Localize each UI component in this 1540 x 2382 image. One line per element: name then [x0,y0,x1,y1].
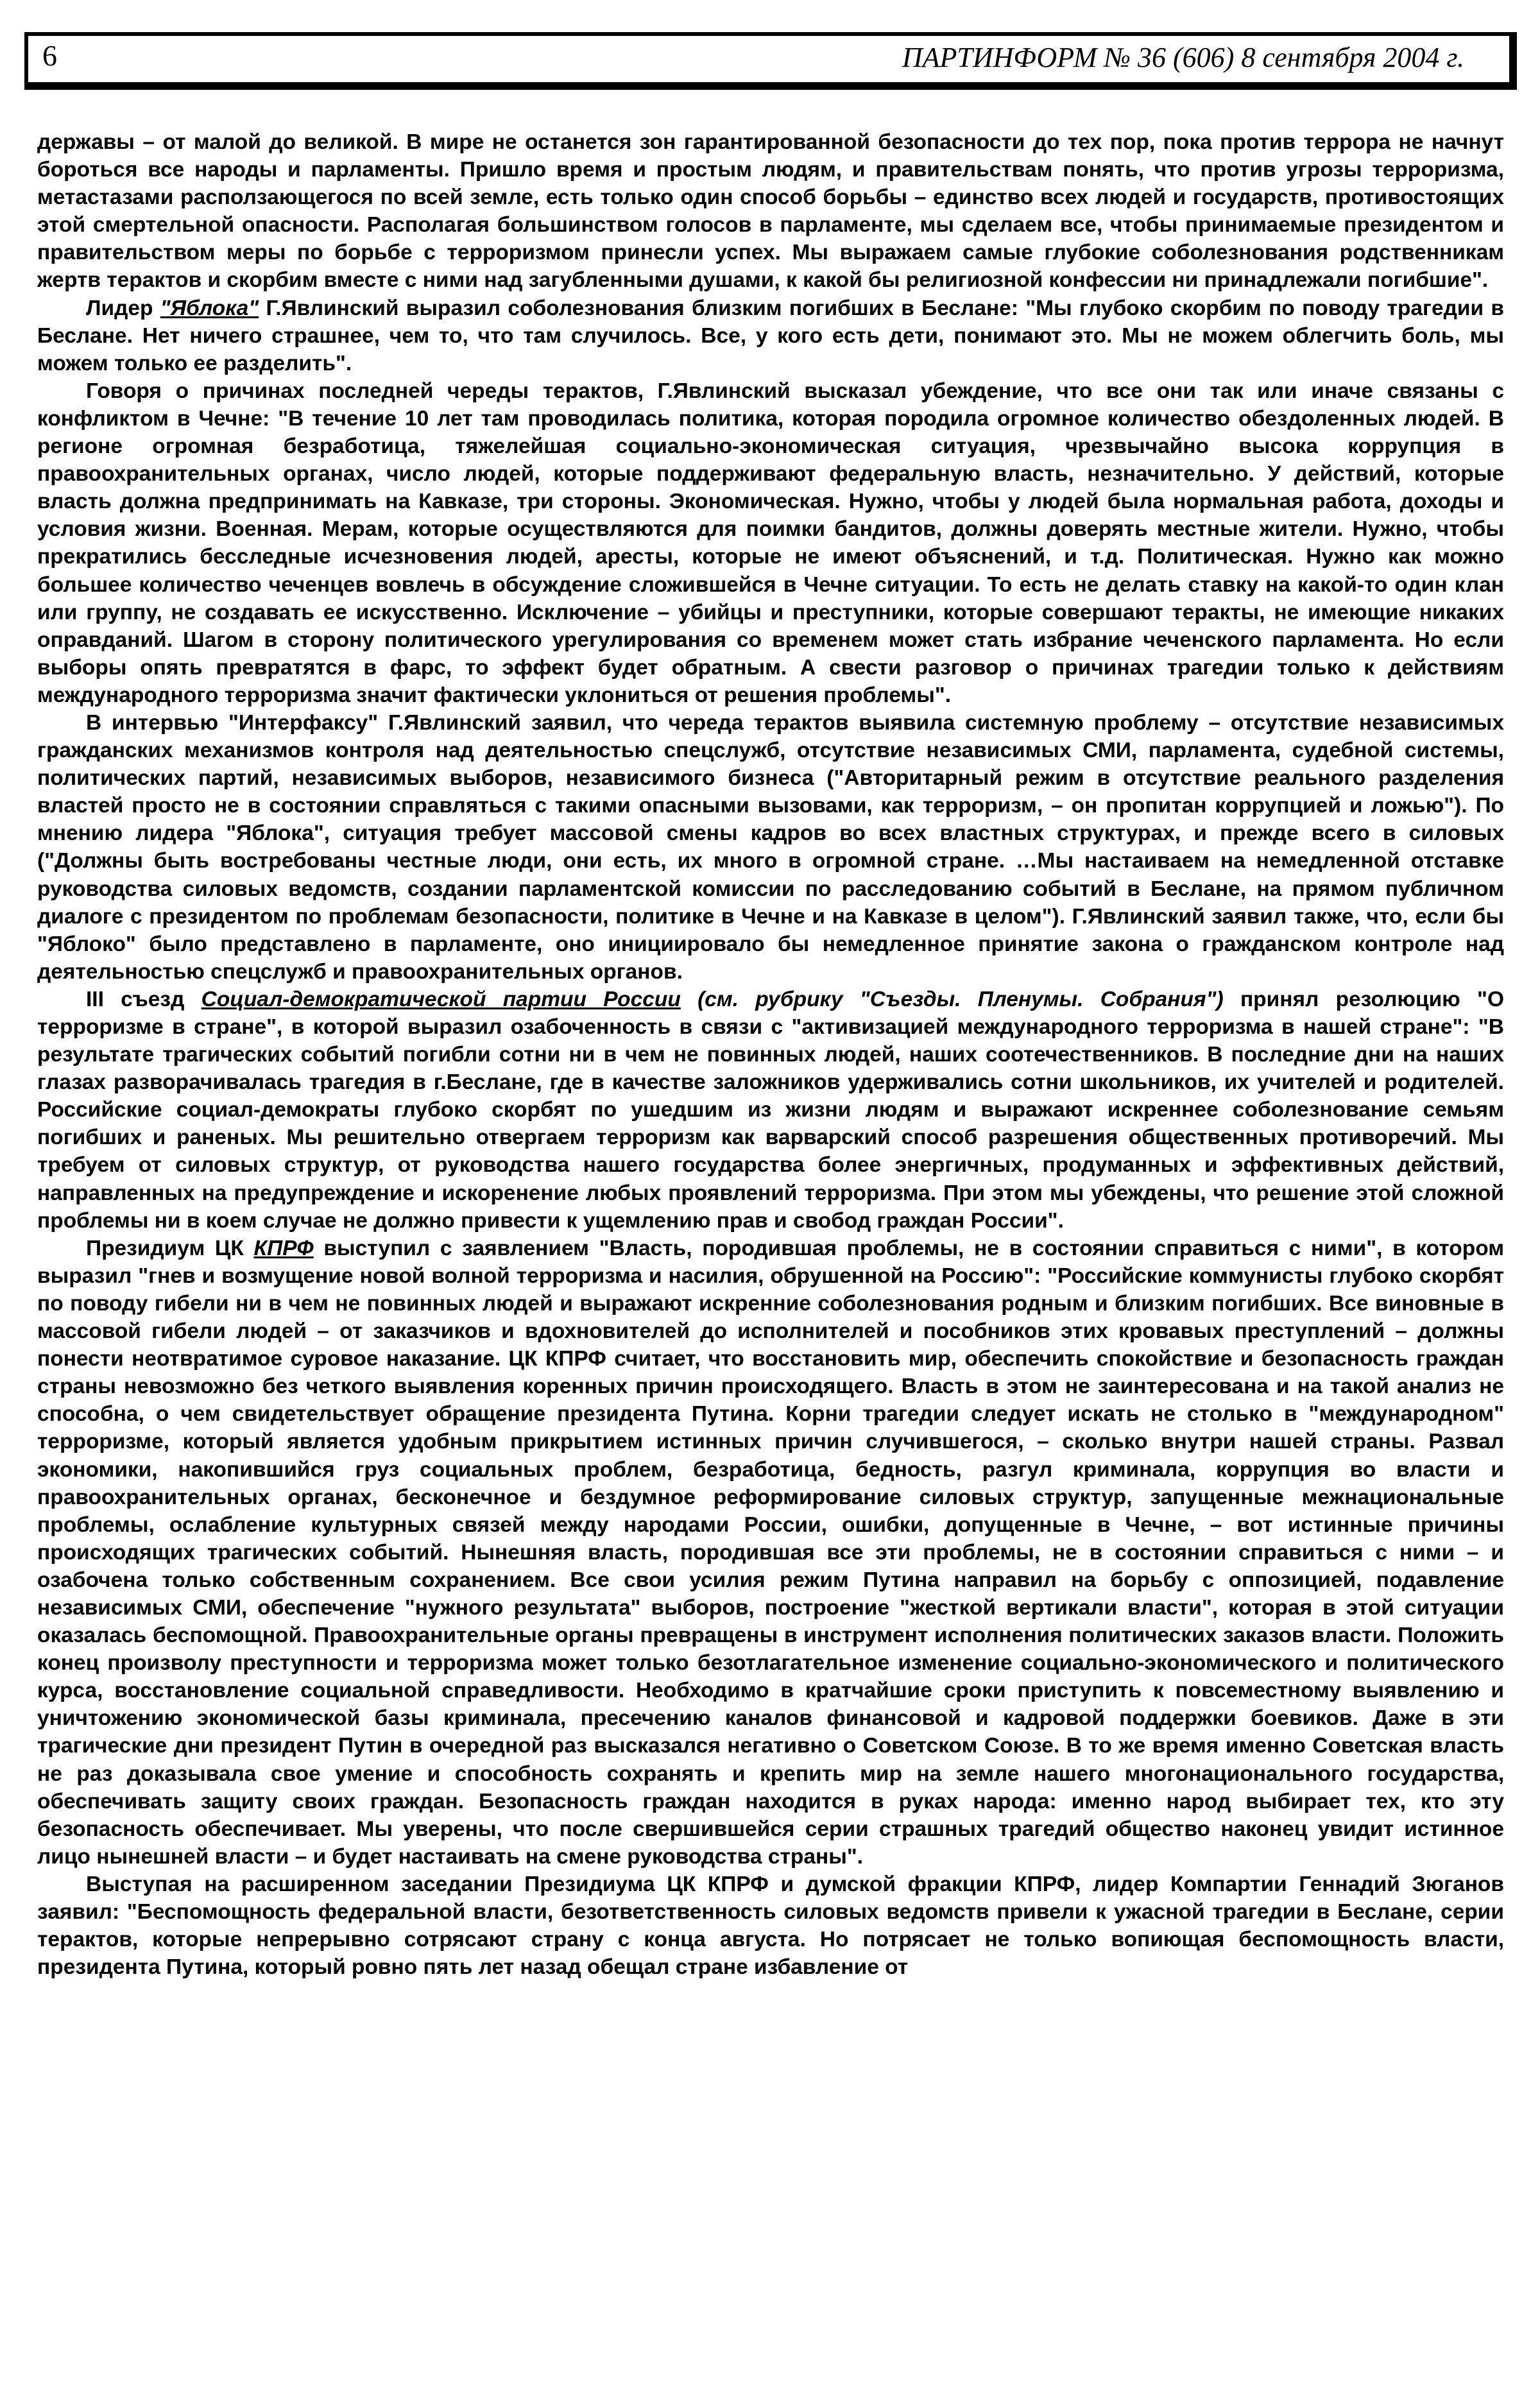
paragraph-4: В интервью "Интерфаксу" Г.Явлинский заявил, что череда терактов выявила системную проблему – отсутствие независимых гражданских механизмов контроля над деятельностью спецслужб, отсутствие независимых СМИ, парламента, судебной системы, политических партий, независимых выборов, независимого бизнеса ("Авторитарный режим в отсутствие реального разделения властей просто не в состоянии справляться с такими опасными вызовами, как терроризм, – он пропитан коррупцией и ложью"). По мнению лидера "Яблока", ситуация требует массовой смены кадров во всех властных структурах, и прежде всего в силовых ("Должны быть востребованы честные люди, они есть, их много в огромной стране. …Мы настаиваем на немедленной отставке руководства силовых ведомств, создании парламентской комиссии по расследованию событий в Беслане, на прямом публичном диалоге с президентом по проблемам безопасности, политике в Чечне и на Кавказе в целом"). Г.Явлинский заявил также, что, если бы "Яблоко" было представлено в парламенте, оно инициировало бы немедленное принятие закона о гражданском контроле над деятельностью спецслужб и правоохранительных органов. [37,710,1504,984]
party-link-yabloko[interactable]: "Яблока" [160,296,259,320]
paragraph-5 [37,986,1504,1235]
paragraph-2 [37,295,1504,377]
article-body [37,128,1504,1981]
paragraph-6 [37,1235,1504,1871]
paragraph-2-text: Г.Явлинский выразил соболезнования близким погибших в Беслане: "Мы глубоко скорбим по поводу трагедии в Беслане. Нет ничего страшнее, чем то, что там случилось. Все, у кого есть дети, понимают это. Мы не можем облегчить боль, мы можем только ее разделить". [37,296,1504,375]
paragraph-5-text: принял резолюцию "О терроризме в стране", в которой выразил озабоченность в связи с "активизацией международного терроризма в нашей стране": "В результате трагических событий погибли сотни ни в чем не повинных людей, наших соотечественников. В последние дни на наших глазах разворачивалась трагедия в г.Беслане, где в качестве заложников удерживались сотни школьников, их учителей и родителей. Российские социал-демократы глубоко скорбят по ушедшим из жизни людям и выражают искреннее соболезнование семьям погибших и раненых. Мы решительно отвергаем терроризм как варварский способ разрешения общественных противоречий. Мы требуем от силовых структур, от руководства нашего государства более энергичных, продуманных и эффективных действий, направленных на предупреждение и искоренение любых проявлений терроризма. При этом мы убеждены, что решение этой сложной проблемы ни в коем случае не должно привести к ущемлению прав и свобод граждан России". [37,987,1505,1233]
party-link-kprf[interactable]: КПРФ [253,1236,314,1260]
paragraph-3: Говоря о причинах последней череды терактов, Г.Явлинский высказал убеждение, что все они так или иначе связаны с конфликтом в Чечне: "В течение 10 лет там проводилась политика, которая породила огромное количество обездоленных людей. В регионе огромная безработица, тяжелейшая социально-экономическая ситуация, чрезвычайно высока коррупция в правоохранительных органах, число людей, которые поддерживают федеральную власть, незначительно. У действий, которые власть должна предпринимать на Кавказе, три стороны. Экономическая. Нужно, чтобы у людей была нормальная работа, доходы и условия жизни. Военная. Мерам, которые осуществляются для поимки бандитов, должны доверять местные жители. Нужно, чтобы прекратились бесследные исчезновения людей, аресты, которые не имеют объяснений, и т.д. Политическая. Нужно как можно большее количество чеченцев вовлечь в обсуждение сложившейся в Чечне ситуации. То есть не делать ставку на какой-то один клан или группу, не создавать ее искусственно. Исключение – убийцы и преступники, которые совершают теракты, не имеющие никаких оправданий. Шагом в сторону политического урегулирования со временем может стать избрание чеченского парламента. Но если выборы опять превратятся в фарс, то эффект будет обратным. А свести разговор о причинах трагедии только к действиям международного терроризма значит фактически уклониться от решения проблемы". [37,379,1504,707]
paragraph-1: державы – от малой до великой. В мире не останется зон гарантированной безопасности до тех пор, пока против террора не начнут бороться все народы и парламенты. Пришло время и простым людям, и правительствам понять, что против угрозы терроризма, метастазами расползающегося по всей земле, есть только один способ борьбы – единство всех людей и государств, противостоящих этой смертельной опасности. Располагая большинством голосов в парламенте, мы сделаем все, чтобы принимаемые президентом и правительством меры по борьбе с терроризмом принесли успех. Мы выражаем самые глубокие соболезнования родственникам жертв терактов и скорбим вместе с ними над загубленными душами, к какой бы религиозной конфессии ни принадлежали погибшие". [37,130,1504,293]
party-link-sdpr[interactable]: Социал-демократической партии России [201,987,681,1011]
rubric-reference: (см. рубрику "Съезды. Пленумы. Собрания") [680,987,1224,1011]
masthead-title: ПАРТИНФОРМ № 36 (606) 8 сентября 2004 г. [902,42,1464,73]
paragraph-7: Выступая на расширенном заседании Президиума ЦК КПРФ и думской фракции КПРФ, лидер Компартии Геннадий Зюганов заявил: "Беспомощность федеральной власти, безответственность силовых ведомств привели к ужасной трагедии в Беслане, серии терактов, которые непрерывно сотрясают страну с конца августа. Но потрясает не только вопиющая беспомощность власти, президента Путина, который ровно пять лет назад обещал стране избавление от [37,1872,1504,1980]
page-header [24,32,1517,90]
paragraph-2-lead: Лидер [86,296,160,320]
paragraph-5-lead: III съезд [86,987,201,1011]
paragraph-6-lead: Президиум ЦК [86,1236,254,1260]
paragraph-6-text: выступил с заявлением "Власть, породившая проблемы, не в состоянии справиться с ними", в котором выразил "гнев и возмущение новой волной терроризма и насилия, обрушенной на Россию": "Российские коммунисты глубоко скорбят по поводу гибели ни в чем не повинных людей и выражают искренние соболезнования родным и близким погибших. Все виновные в массовой гибели людей – от заказчиков и вдохновителей до исполнителей и пособников этих кровавых преступлений – должны понести неотвратимое суровое наказание. ЦК КПРФ считает, что восстановить мир, обеспечить спокойствие и безопасность граждан страны невозможно без четкого выявления коренных причин происходящего. Власть в этом не заинтересована и на такой анализ не способна, о чем свидетельствует обращение президента Путина. Корни трагедии следует искать не столько в "международном" терроризме, который является удобным прикрытием истинных причин случившегося, – сколько внутри нашей страны. Развал экономики, накопившийся груз социальных проблем, безработица, бедность, разгул криминала, коррупция во власти и правоохранительных органах, бесконечное и бездумное реформирование силовых структур, запущенные межнациональные проблемы, ослабление культурных связей между народами России, ошибки, допущенные в Чечне, – вот истинные причины происходящих трагических событий. Нынешняя власть, породившая все эти проблемы, не в состоянии справиться с ними – и озабочена только собственным сохранением. Все свои усилия режим Путина направил на борьбу с оппозицией, подавление независимых СМИ, обеспечение "нужного результата" выборов, построение "жесткой вертикали власти", которая в этой ситуации оказалась беспомощной. Правоохранительные органы превращены в инструмент исполнения политических заказов власти. Положить конец произволу преступности и терроризма может только безотлагательное изменение социально-экономического и политического курса, восстановление социальной справедливости. Необходимо в кратчайшие сроки приступить к повсеместному выявлению и уничтожению экономической базы криминала, пресечению каналов финансовой и кадровой поддержки боевиков. Даже в эти трагические дни президент Путин в очередной раз высказался негативно о Советском Союзе. В то же время именно Советская власть не раз доказывала свое умение и способность сохранять и крепить мир на земле нашего многонационального государства, обеспечивать защиту своих граждан. Безопасность граждан находится в руках народа: именно народ выбирает тех, кто эту безопасность обеспечивает. Мы уверены, что после свершившейся серии страшных трагедий общество наконец увидит истинное лицо нынешней власти – и будет настаивать на смене руководства страны". [37,1236,1504,1869]
page-number: 6 [42,39,57,72]
